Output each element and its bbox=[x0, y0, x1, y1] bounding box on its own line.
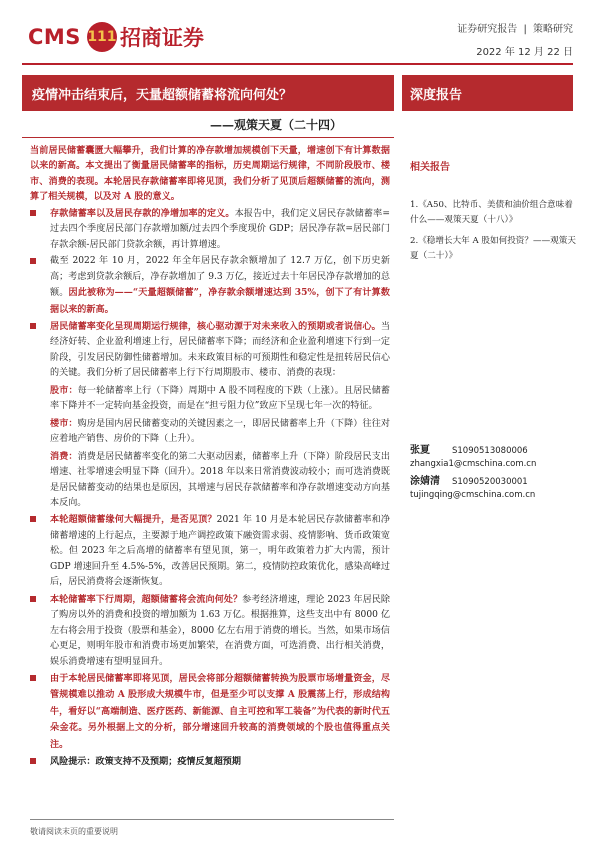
paragraph-text: 2021 年 10 月是本轮居民存款储蓄率和净储蓄增速的上行起点，主要源于地产调控政策下融资需求弱、疫情影响、货币政策宽松。但 2023 年之后高增的储蓄率有望见顶，第一，明年政策着力扩大内需，预计 GDP 增速回升至 4.5%-5%，改善居民预期。第二，疫情防控政策优化，感染高峰过后，居民消费将会逐渐恢复。 bbox=[50, 515, 390, 588]
bullet-square-icon bbox=[30, 758, 36, 764]
paragraph-text: 截至 2022 年 10 月，2022 年全年居民存款余额增加了 12.7 万亿，创下历史新高；考虑到贷款余额后，净存款增加了 9.3 万亿，接近过去十年居民净存款增加的总额。 bbox=[50, 256, 390, 299]
related-reports-list bbox=[410, 198, 578, 270]
body-paragraph bbox=[30, 512, 390, 590]
related-report-item[interactable]: 1.《A50、比特币、美债和油价组合意味着什么——观策天夏（十八）》 bbox=[410, 200, 573, 225]
bullet-square-icon bbox=[30, 596, 36, 602]
analyst-cert: S1090513080006 bbox=[452, 446, 528, 456]
footer-divider bbox=[30, 819, 394, 820]
related-reports-title: 相关报告 bbox=[410, 162, 450, 173]
company-logo bbox=[28, 20, 204, 54]
report-category: 策略研究 bbox=[533, 24, 573, 35]
report-title-bar bbox=[22, 75, 394, 111]
paragraph-lead: 存款储蓄率以及居民存款的净增加率的定义。 bbox=[50, 207, 235, 219]
paragraph-lead: 楼市： bbox=[50, 417, 78, 429]
analyst-info bbox=[410, 445, 570, 507]
analyst-email[interactable]: zhangxia1@cmschina.com.cn bbox=[410, 458, 537, 469]
related-report-item[interactable]: 2.《稳增长大年 A 股如何投资？——观策天夏（二十）》 bbox=[410, 236, 576, 261]
paragraph-lead: 股市： bbox=[50, 384, 78, 396]
body-paragraph bbox=[30, 671, 390, 753]
paragraph-highlight: 因此被称为——“天量超额储蓄”，净存款余额增速达到 35%，创下了有计算数据以来的新高。 bbox=[50, 287, 390, 315]
footer-notice: 敬请阅读末页的重要说明 bbox=[30, 827, 118, 836]
bullet-square-icon bbox=[30, 323, 36, 329]
paragraph-lead: 消费： bbox=[50, 450, 78, 462]
body-paragraph-consumption bbox=[30, 449, 390, 512]
body-paragraph bbox=[30, 254, 390, 318]
risk-warning bbox=[30, 754, 390, 770]
bullet-square-icon bbox=[30, 516, 36, 522]
main-body bbox=[30, 143, 390, 772]
paragraph-text: 本报告中，我们定义居民存款储蓄率=过去四个季度居民部门存款增加额/过去四个季度现价 GDP；居民净存款=居民部门存款余额-居民部门贷款余额，再计算增速。 bbox=[50, 208, 390, 250]
body-paragraph-stock bbox=[30, 383, 390, 415]
analyst-name: 涂婧清 bbox=[410, 476, 440, 488]
paragraph-lead: 本轮超额储蓄缘何大幅提升，是否见顶？ bbox=[50, 514, 217, 526]
report-date: 2022 年 12 月 22 日 bbox=[476, 47, 573, 58]
paragraph-text: 每一轮储蓄率上行（下降）周期中 A 股不同程度的下跌（上涨）。且居民储蓄率下降并不一定转向基金投资，而是在“担亏阻力位”致应下呈现七年一次的特征。 bbox=[50, 385, 390, 412]
side-header-label: 深度报告 bbox=[410, 87, 463, 103]
paragraph-lead: 由于本轮居民储蓄率即将见顶，居民会将部分超额储蓄转换为股票市场增量资金，尽管规模难以推动 A 股形成大规模牛市，但是至少可以支撑 A 股震荡上行，形成结构牛，看好以“高端制造、医疗医药、新能源、自主可控和军工装备”为代表的新时代五朵金花。另外根据上文的分析，部分增速回升较高的消费领域的个股也值得重点关注。 bbox=[50, 672, 390, 750]
body-paragraph-housing bbox=[30, 416, 390, 448]
analyst-cert: S1090520030001 bbox=[452, 477, 528, 488]
risk-text: 政策支持不及预期；疫情反复超预期 bbox=[95, 756, 241, 768]
analyst-row bbox=[410, 476, 570, 489]
logo-badge-icon: 111 bbox=[87, 22, 117, 52]
report-subtitle: ——观策天夏（二十四） bbox=[210, 118, 343, 132]
body-paragraph bbox=[30, 206, 390, 253]
body-paragraph bbox=[30, 319, 390, 382]
bullet-square-icon bbox=[30, 210, 36, 216]
logo-cms-text: CMS bbox=[28, 25, 81, 49]
analyst-name: 张夏 bbox=[410, 445, 430, 456]
report-type: 证券研究报告 bbox=[457, 24, 518, 35]
paragraph-text: 购房是国内居民储蓄变动的关键因素之一，即居民储蓄率上升（下降）往往对应着地产销售、房价的下降（上升）。 bbox=[50, 418, 390, 445]
body-paragraph bbox=[30, 592, 390, 670]
paragraph-text: 参考经济增速，理论 2023 年居民除了购房以外的消费和投资的增加额为 1.63 万亿。根据推算，这些支出中有 8000 亿左右将会用于投资（股票和基金），8000 亿左右用于消费的增长。当然，如果市场信心更足，则明年股市和消费市场更加繁荣，在消费方面，可选消费、出行相关消费，娱乐消费增速有望明显回升。 bbox=[50, 594, 390, 667]
subtitle-divider bbox=[22, 137, 394, 138]
paragraph-text: 当经济好转、企业盈利增速上行，居民储蓄率下降；而经济和企业盈利增速下行到一定阶段，引发居民防御性储蓄增加。未来政策目标的可预期性和稳定性是扭转居民信心的关键。我们分析了居民储蓄率上行下行周期股市、楼市、消费的表现： bbox=[50, 321, 390, 379]
bullet-square-icon bbox=[30, 675, 36, 681]
side-header-bar bbox=[402, 75, 573, 111]
bullet-square-icon bbox=[30, 258, 36, 264]
paragraph-lead: 居民储蓄率变化呈现周期运行规律，核心驱动源于对未来收入的预期或者说信心。 bbox=[50, 320, 381, 332]
analyst-email[interactable]: tujingqing@cmschina.com.cn bbox=[410, 489, 536, 500]
intro-summary: 当前居民储蓄囊匮大幅攀升，我们计算的净存款增加规模创下天量，增速创下有计算数据以来的新高。本文提出了衡量居民储蓄率的指标，历史周期运行规律，不同阶段股市、楼市、消费的表现。本轮居民存款储蓄率即将见顶，我们分析了见顶后超额储蓄的流向，测算了相关规模，以及对 A 股的意义。 bbox=[30, 145, 390, 203]
analyst-row bbox=[410, 445, 570, 458]
paragraph-text: 消费是居民储蓄率变化的第二大驱动因素，储蓄率上升（下降）阶段居民支出增速、社零增速会明显下降（回升）。2018 年以来日常消费波动较小；而可选消费既是居民储蓄变动的结果也是原因，其增速与居民存款储蓄率和净存款增速变动方向基本反向。 bbox=[50, 451, 390, 508]
risk-label: 风险提示： bbox=[50, 756, 96, 768]
paragraph-lead: 本轮储蓄率下行周期，超额储蓄将会流向何处？ bbox=[50, 593, 243, 605]
meta-separator: | bbox=[523, 24, 527, 35]
logo-company-name: 招商证券 bbox=[119, 26, 204, 50]
report-meta bbox=[454, 20, 573, 58]
report-title: 疫情冲击结束后，天量超额储蓄将流向何处？ bbox=[32, 87, 293, 103]
header-divider bbox=[22, 63, 573, 65]
